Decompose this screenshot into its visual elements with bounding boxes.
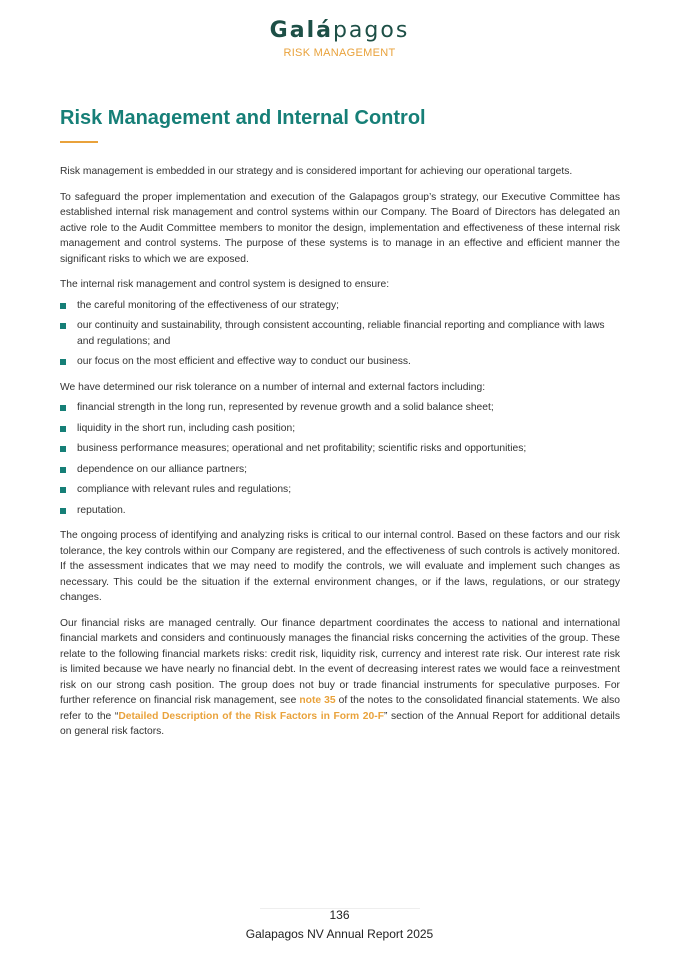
logo-bold-text: Galá	[269, 18, 333, 43]
page-title: Risk Management and Internal Control	[60, 107, 426, 129]
page-header	[0, 18, 679, 59]
list-item	[60, 503, 620, 519]
list-item-text: liquidity in the short run, including cash position;	[77, 422, 296, 434]
square-bullet-icon	[60, 359, 66, 365]
list-item-text: dependence on our alliance partners;	[77, 463, 248, 475]
list-item	[60, 421, 620, 437]
financial-text-after: ” section of the Annual Report for additional details on general risk factors.	[60, 710, 620, 737]
list-item-text: the careful monitoring of the effectiveness of our strategy;	[77, 299, 339, 311]
list-item	[60, 482, 620, 498]
list-item	[60, 318, 620, 349]
list-item	[60, 462, 620, 478]
company-logo	[0, 18, 679, 44]
square-bullet-icon	[60, 467, 66, 473]
system-list	[60, 298, 620, 370]
note-35-link[interactable]: note 35	[299, 695, 336, 706]
financial-text-middle: of the notes to the consolidated financial statements. We also refer to the “	[60, 695, 620, 722]
section-label: RISK MANAGEMENT	[283, 47, 396, 59]
square-bullet-icon	[60, 405, 66, 411]
list-item-text: compliance with relevant rules and regulations;	[77, 484, 292, 495]
main-content	[60, 104, 620, 750]
list-item	[60, 354, 620, 370]
financial-text-before: Our financial risks are managed centrally. Our finance department coordinates the access to national and international financial markets and considers and continuously manages the financial risks concerning the activities of the group. These relate to the following financial markets risks: credit risk, liquidity risk, currency and interest rate risk. Our interest rate risk is limited because we have nearly no financial debt. In the event of decreasing interest rates we would face a reinvestment risk on our strong cash position. The group does not buy or trade financial instruments for speculative purposes. For further reference on financial risk management, see	[60, 617, 620, 706]
square-bullet-icon	[60, 446, 66, 452]
intro-paragraph: Risk management is embedded in our strategy and is considered important for achieving our operational targets.	[60, 166, 573, 177]
safeguard-paragraph: To safeguard the proper implementation and execution of the Galapagos group’s strategy, our Executive Committee has established internal risk management and control systems within our Company. The Board of Directors has delegated an active role to the Audit Committee members to monitor the design, implementation and effectiveness of these internal risk management and control systems. The purpose of these systems is to manage in an effective and efficient manner the significant risks to which we are exposed.	[60, 191, 620, 265]
list-item	[60, 400, 620, 416]
square-bullet-icon	[60, 426, 66, 432]
financial-paragraph	[60, 616, 620, 740]
list-item	[60, 441, 620, 457]
page-number: 136	[329, 908, 350, 922]
system-lead-paragraph: The internal risk management and control system is designed to ensure:	[60, 279, 390, 290]
list-item	[60, 298, 620, 314]
list-item-text: reputation.	[77, 504, 126, 516]
tolerance-list	[60, 400, 620, 518]
square-bullet-icon	[60, 323, 66, 329]
report-title: Galapagos NV Annual Report 2025	[245, 927, 434, 941]
title-underline	[60, 141, 98, 143]
square-bullet-icon	[60, 508, 66, 514]
list-item-text: business performance measures; operational and net profitability; scientific risks and opportunities;	[77, 443, 527, 454]
square-bullet-icon	[60, 303, 66, 309]
list-item-text: financial strength in the long run, represented by revenue growth and a solid balance sheet;	[77, 402, 494, 413]
list-item-text: our continuity and sustainability, through consistent accounting, reliable financial reporting and compliance with laws and regulations; and	[77, 320, 605, 347]
ongoing-paragraph: The ongoing process of identifying and analyzing risks is critical to our internal control. Based on these factors and our risk tolerance, the key controls within our Company are registered, and the effectiveness of such controls is actively monitored. If the assessment indicates that we may need to modify the controls, we will evaluate and implement such changes as necessary. This could be the situation if the external environment changes, or if the laws, regulations, or our strategy changes.	[60, 530, 620, 603]
square-bullet-icon	[60, 487, 66, 493]
page-footer	[0, 908, 679, 942]
risk-factors-link[interactable]: Detailed Description of the Risk Factors in Form 20-F	[118, 710, 384, 722]
logo-thin-text: pagos	[332, 18, 410, 43]
tolerance-lead-paragraph: We have determined our risk tolerance on a number of internal and external factors including:	[60, 381, 486, 393]
list-item-text: our focus on the most efficient and effective way to conduct our business.	[77, 356, 411, 367]
